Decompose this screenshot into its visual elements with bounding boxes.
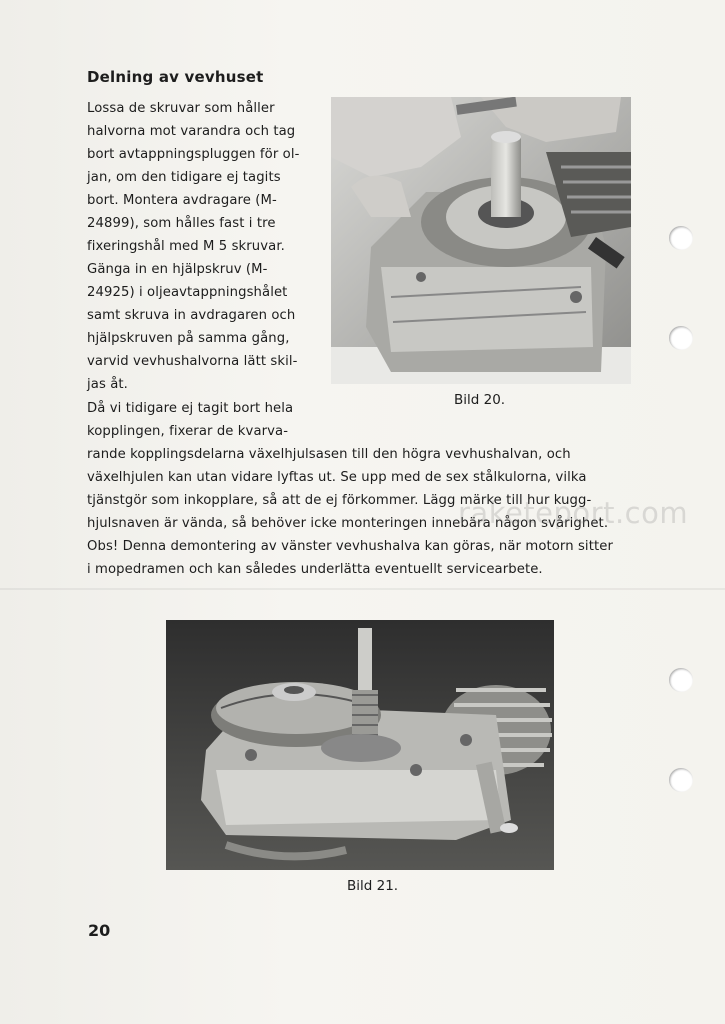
text-line: fixeringshål med M 5 skruvar. bbox=[87, 239, 285, 254]
punch-hole bbox=[669, 326, 693, 350]
intro-paragraph bbox=[87, 97, 309, 396]
text-line: jas åt. bbox=[87, 377, 128, 392]
text-line: i mopedramen och kan således underlätta eventuellt servicearbete. bbox=[87, 562, 543, 577]
text-line: Lossa de skruvar som håller bbox=[87, 101, 275, 116]
figure-21-photo bbox=[166, 620, 554, 870]
punch-hole bbox=[669, 668, 693, 692]
figure-20-caption: Bild 20. bbox=[454, 392, 506, 408]
continuation-paragraph bbox=[87, 397, 309, 443]
page-number: 20 bbox=[88, 921, 111, 940]
text-line: halvorna mot varandra och tag bbox=[87, 124, 296, 139]
text-line: varvid vevhushalvorna lätt skil- bbox=[87, 354, 298, 369]
text-line: växelhjulen kan utan vidare lyftas ut. Se upp med de sex stålkulorna, vilka bbox=[87, 470, 587, 485]
text-line: jan, om den tidigare ej tagits bbox=[87, 170, 281, 185]
text-line: kopplingen, fixerar de kvarva- bbox=[87, 424, 289, 439]
section-heading: Delning av vevhuset bbox=[87, 68, 264, 86]
paper-fold bbox=[0, 588, 725, 590]
text-line: bort. Montera avdragare (M- bbox=[87, 193, 277, 208]
text-line: hjälpskruven på samma gång, bbox=[87, 331, 290, 346]
text-line: tjänstgör som inkopplare, så att de ej förkommer. Lägg märke till hur kugg- bbox=[87, 493, 592, 508]
figure-21-caption: Bild 21. bbox=[347, 878, 399, 894]
text-line: samt skruva in avdragaren och bbox=[87, 308, 296, 323]
watermark-text: raketeport.com bbox=[458, 496, 689, 530]
figure-20-photo bbox=[331, 97, 631, 384]
text-line: bort avtappningspluggen för ol- bbox=[87, 147, 300, 162]
text-line: hjulsnaven är vända, så behöver icke monteringen innebära någon svårighet. bbox=[87, 516, 609, 531]
punch-hole bbox=[669, 768, 693, 792]
text-line: Gänga in en hjälpskruv (M- bbox=[87, 262, 268, 277]
text-line: rande kopplingsdelarna växelhjulsa⁠sen till den högra vevhushalvan, och bbox=[87, 447, 571, 462]
text-line: 24925) i oljeavtappningshålet bbox=[87, 285, 288, 300]
punch-hole bbox=[669, 226, 693, 250]
text-line: Obs! Denna demontering av vänster vevhushalva kan göras, när motorn sitter bbox=[87, 539, 613, 554]
text-line: Då vi tidigare ej tagit bort hela bbox=[87, 401, 294, 416]
text-line: 24899), som hålles fast i tre bbox=[87, 216, 276, 231]
